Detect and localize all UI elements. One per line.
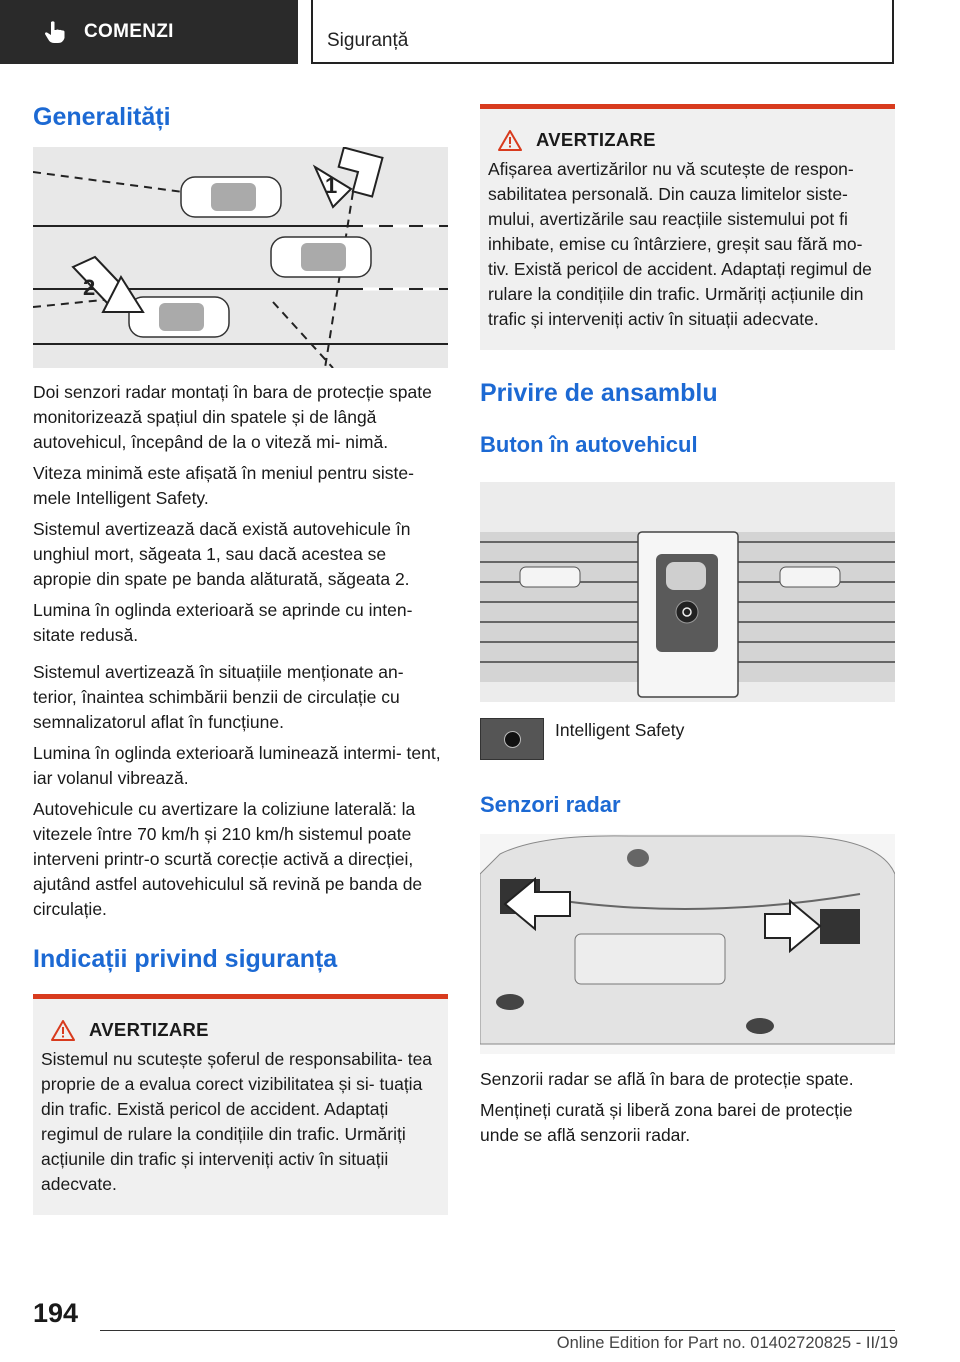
left-column xyxy=(33,100,448,1215)
overview-heading: Privire de ansamblu xyxy=(480,379,718,407)
warning-title: AVERTIZARE xyxy=(89,1019,209,1040)
paragraph: Lumina în oglinda exterioară luminează intermi- tent, iar volanul vibrează. xyxy=(33,743,441,788)
safety-heading: Indicații privind siguranța xyxy=(33,945,338,973)
hand-pointer-icon xyxy=(42,19,68,45)
radar-body xyxy=(480,1067,895,1148)
warning-triangle-icon xyxy=(51,1019,75,1041)
dashboard-button-figure xyxy=(480,482,895,702)
lane-diagram xyxy=(33,147,448,368)
intelligent-safety-button-icon[interactable] xyxy=(480,718,544,760)
left-body xyxy=(33,380,448,922)
intelligent-safety-label: Intelligent Safety xyxy=(555,720,685,740)
car-top xyxy=(181,177,281,217)
blind-spot-figure xyxy=(33,147,448,368)
warning-title: AVERTIZARE xyxy=(536,129,656,150)
generalities-heading: Generalități xyxy=(33,103,171,131)
paragraph: Sistemul avertizează dacă există autovehicule în unghiul mort, săgeata 1, sau dacă acestea se apropie din spate pe banda alăturată, săgeata 2. xyxy=(33,519,411,589)
right-column xyxy=(480,104,895,1148)
paragraph: Autovehicule cu avertizare la coliziune laterală: la vitezele între 70 km/h și 210 km/h sistemul poate interveni printr-o scurtă corecție activă a direcției, ajutând astfel autovehiculul să revină pe banda de circulație. xyxy=(33,799,423,919)
button-legend xyxy=(480,718,895,760)
chapter-label: COMENZI xyxy=(84,21,174,42)
paragraph: Mențineți curată și liberă zona barei de protecție unde se află senzorii radar. xyxy=(480,1100,853,1145)
chapter-tab[interactable] xyxy=(0,0,298,64)
paragraph: Viteza minimă este afișată în meniul pentru siste- mele Intelligent Safety. xyxy=(33,463,414,508)
vent-illustration xyxy=(480,482,895,702)
section-header xyxy=(311,0,894,64)
warning-text: Sistemul nu scutește șoferul de responsabilita- tea proprie de a evalua corect vizibilitatea și si- tuația din trafic. Există pericol de accident. Adaptați regimul de rulare la condițiile din trafic. Urmăriți acțiunile din trafic și interveniți activ în situații adecvate. xyxy=(41,1049,433,1194)
warning-triangle-icon xyxy=(498,129,522,151)
edition-text: Online Edition for Part no. 01402720825 - II/19 xyxy=(556,1334,898,1352)
warning-box xyxy=(33,994,448,1215)
paragraph: Lumina în oglinda exterioară se aprinde cu inten- sitate redusă. xyxy=(33,600,413,645)
page-number: 194 xyxy=(33,1298,79,1328)
paragraph: Sistemul avertizează în situațiile menționate an- terior, înaintea schimbării benzii de circulație cu semnalizatorul aflat în funcțiune. xyxy=(33,662,404,732)
paragraph: Senzorii radar se află în bara de protecție spate. xyxy=(480,1069,854,1089)
button-heading: Buton în autovehicul xyxy=(480,432,698,457)
radar-sensors-figure xyxy=(480,834,895,1054)
footer-divider xyxy=(100,1330,895,1331)
car-bottom xyxy=(129,297,229,337)
section-label: Siguranță xyxy=(327,30,409,51)
car-rear-illustration xyxy=(480,834,895,1054)
warning-box xyxy=(480,104,895,350)
car-middle xyxy=(271,237,371,277)
paragraph: Doi senzori radar montați în bara de protecție spate monitorizează spațiul din spatele și de lângă autovehicul, începând de la o viteză mi- nimă. xyxy=(33,382,432,452)
arrow-2-label: 2 xyxy=(83,275,96,300)
warning-text: Afișarea avertizărilor nu vă scutește de respon- sabilitatea personală. Din cauza limitelor siste- mului, avertizările sau reacțiile sistemului pot fi inhibate, emise cu întârziere, greșit sau fără mo- tiv. Există pericol de accident. Adaptați regimul de rulare la condițiile din trafic. Urmăriți acțiunile din trafic și interveniți activ în situații adecvate. xyxy=(488,159,872,329)
radar-heading: Senzori radar xyxy=(480,792,621,817)
arrow-1-label: 1 xyxy=(325,173,338,198)
